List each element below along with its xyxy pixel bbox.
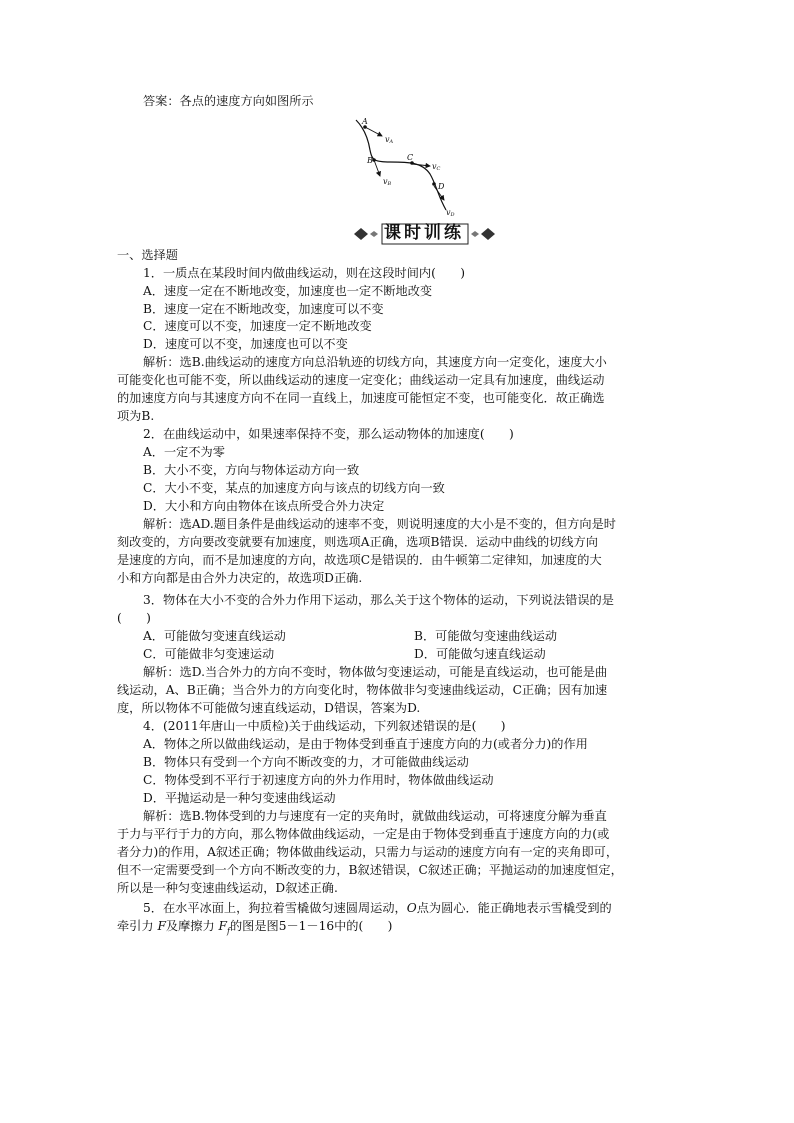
q4-analysis-1: 解析：选B.物体受到的力与速度有一定的夹角时，就做曲线运动，可将速度分解为垂直: [143, 809, 607, 823]
q3-option-b: B．可能做匀变速曲线运动: [414, 629, 558, 643]
velocity-curve-figure: [350, 116, 460, 220]
q3-analysis-1: 解析：选D.当合外力的方向不变时，物体做匀变速运动，可能是直线运动，也可能是曲: [143, 665, 608, 679]
q4-option-a: A．物体之所以做曲线运动，是由于物体受到垂直于速度方向的力(或者分力)的作用: [143, 737, 588, 751]
q2-option-a: A．一定不为零: [143, 445, 225, 459]
q3-option-c: C．可能做非匀变速运动: [143, 647, 275, 661]
q1-analysis-1: 解析：选B.曲线运动的速度方向总沿轨迹的切线方向，其速度方向一定变化，速度大小: [143, 355, 607, 369]
velocity-arrow-B: [374, 160, 380, 176]
q5-stem-2: 牵引力 F及摩擦力 $F_f$的图是图5－1－16中的( ): [117, 919, 393, 936]
q1-stem: 1．一质点在某段时间内做曲线运动，则在这段时间内( ): [143, 266, 465, 280]
label-D: D: [438, 182, 445, 191]
q4-analysis-3: 者分力)的作用，A叙述正确；物体做曲线运动，只需力与运动的速度方向有一定的夹角即可，: [117, 845, 619, 859]
q3-analysis-3: 度，所以物体不可能做匀速直线运动，D错误，答案为D.: [117, 701, 421, 715]
q3-stem-2: ( ): [117, 611, 151, 625]
q1-option-a: A．速度一定在不断地改变，加速度也一定不断地改变: [143, 284, 433, 298]
velocity-arrow-A: [365, 127, 382, 136]
q2-analysis-2: 刻改变的，方向要改变就要有加速度，则选项A正确，选项B错误．运动中曲线的切线方向: [117, 535, 598, 549]
label-vB: vB: [383, 177, 392, 187]
q2-option-d: D．大小和方向由物体在该点所受合外力决定: [143, 499, 385, 513]
q4-option-d: D．平抛运动是一种匀变速曲线运动: [143, 791, 336, 805]
q4-analysis-2: 于力与平行于力的方向，那么物体做曲线运动，一定是由于物体受到垂直于速度方向的力(或: [117, 827, 610, 841]
q1-analysis-3: 的加速度方向与其速度方向不在同一直线上，加速度可能恒定不变，也可能变化．故正确选: [117, 391, 605, 405]
banner-title: 课时训练: [384, 223, 464, 243]
q4-option-c: C．物体受到不平行于初速度方向的外力作用时，物体做曲线运动: [143, 773, 494, 787]
label-C: C: [407, 153, 414, 162]
label-vC: vC: [432, 162, 441, 172]
q2-stem: 2．在曲线运动中，如果速率保持不变，那么运动物体的加速度( ): [143, 427, 514, 441]
q2-option-c: C．大小不变，某点的加速度方向与该点的切线方向一致: [143, 481, 445, 495]
q4-analysis-5: 所以是一种匀变速曲线运动，D叙述正确.: [117, 881, 338, 895]
q1-option-c: C．速度可以不变，加速度一定不断地改变: [143, 319, 372, 333]
q5-stem: 5．在水平冰面上，狗拉着雪橇做匀速圆周运动，O点为圆心．能正确地表示雪橇受到的: [143, 901, 612, 915]
q2-analysis-1: 解析：选AD.题目条件是曲线运动的速率不变，则说明速度的大小是不变的，但方向是时: [143, 517, 616, 531]
q1-option-d: D．速度可以不变，加速度也可以不变: [143, 337, 348, 351]
q3-analysis-2: 线运动，A、B正确；当合外力的方向变化时，物体做非匀变速曲线运动，C正确；因有加速: [117, 683, 608, 697]
section-banner: [352, 222, 497, 246]
q2-analysis-4: 小和方向都是由合外力决定的，故选项D正确.: [117, 571, 363, 585]
label-B: B: [367, 156, 373, 165]
q3-option-d: D．可能做匀速直线运动: [414, 647, 546, 661]
label-A: A: [362, 117, 368, 126]
q4-stem: 4．(2011年唐山一中质检)关于曲线运动，下列叙述错误的是( ): [143, 719, 506, 733]
q1-analysis-4: 项为B.: [117, 409, 155, 423]
q2-analysis-3: 是速度的方向，而不是加速度的方向，故选项C是错误的．由牛顿第二定律知，加速度的大: [117, 553, 602, 567]
q2-option-b: B．大小不变，方向与物体运动方向一致: [143, 463, 360, 477]
label-vD: vD: [446, 208, 455, 218]
q3-stem: 3．物体在大小不变的合外力作用下运动，那么关于这个物体的运动，下列说法错误的是: [143, 593, 614, 607]
q3-option-a: A．可能做匀变速直线运动: [143, 629, 286, 643]
q1-analysis-2: 可能变化也可能不变，所以曲线运动的速度一定变化；曲线运动一定具有加速度，曲线运动: [117, 373, 605, 387]
q4-analysis-4: 但不一定需要受到一个方向不断改变的力，B叙述错误，C叙述正确；平抛运动的加速度恒定，: [117, 863, 623, 877]
q4-option-b: B．物体只有受到一个方向不断改变的力，才可能做曲线运动: [143, 755, 469, 769]
answer-intro: 答案：各点的速度方向如图所示: [143, 94, 314, 108]
label-vA: vA: [385, 135, 394, 145]
section-title: 一、选择题: [117, 248, 178, 262]
q1-option-b: B．速度一定在不断地改变，加速度可以不变: [143, 302, 384, 316]
